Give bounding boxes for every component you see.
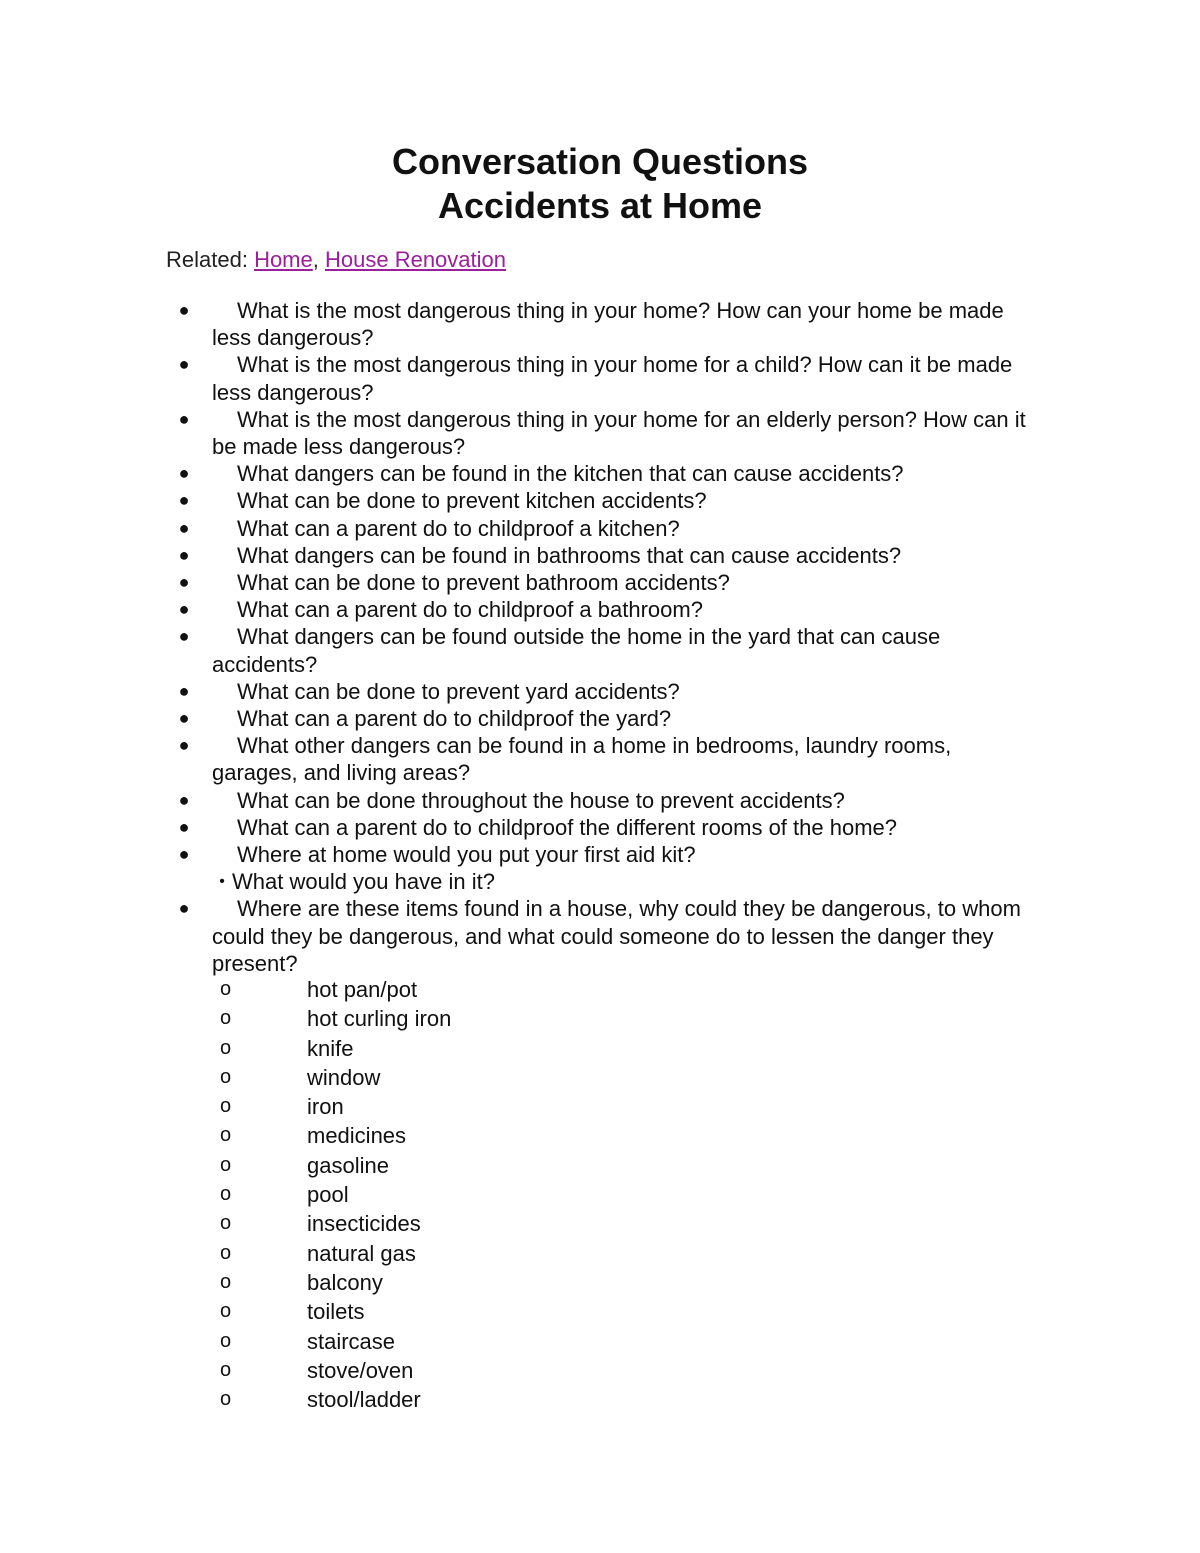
question-item bbox=[166, 732, 1036, 786]
item-text: stove/oven bbox=[307, 1357, 414, 1383]
question-item bbox=[166, 515, 1036, 542]
item-text: toilets bbox=[307, 1299, 365, 1325]
list-item bbox=[218, 975, 718, 1004]
question-text: What can be done throughout the house to prevent accidents? bbox=[237, 787, 845, 813]
list-item bbox=[218, 1209, 718, 1238]
question-text: Where at home would you put your first aid kit? bbox=[237, 842, 696, 868]
item-text: pool bbox=[307, 1182, 349, 1208]
circle-bullet-icon: o bbox=[220, 1300, 232, 1323]
question-text: What is the most dangerous thing in your home for a child? How can it be made less dangerous? bbox=[212, 352, 1013, 405]
bullet-icon: ● bbox=[178, 300, 190, 320]
item-text: gasoline bbox=[307, 1152, 389, 1178]
item-text: balcony bbox=[307, 1269, 383, 1295]
bullet-icon: ● bbox=[178, 680, 190, 701]
bullet-icon: ● bbox=[178, 735, 190, 756]
bullet-icon: ● bbox=[178, 626, 190, 647]
question-text: What dangers can be found outside the home in the yard that can cause accidents? bbox=[212, 624, 941, 677]
item-text: medicines bbox=[307, 1123, 407, 1149]
question-text: What is the most dangerous thing in your home for an elderly person? How can it be made less dangerous? bbox=[212, 406, 1026, 460]
question-item bbox=[166, 487, 1036, 514]
circle-bullet-icon: o bbox=[220, 1241, 232, 1264]
circle-bullet-icon: o bbox=[220, 1095, 232, 1118]
item-text: hot pan/pot bbox=[307, 977, 418, 1002]
related-link-home[interactable]: Home bbox=[254, 247, 313, 272]
question-text: What can a parent do to childproof the different rooms of the home? bbox=[237, 814, 897, 840]
bullet-icon: ● bbox=[178, 463, 190, 484]
sub-question-item bbox=[166, 868, 1036, 895]
list-item bbox=[218, 1327, 718, 1356]
question-item bbox=[166, 351, 1036, 405]
circle-bullet-icon: o bbox=[220, 1153, 232, 1176]
question-text: What dangers can be found in the kitchen that can cause accidents? bbox=[237, 461, 904, 487]
bullet-icon: ● bbox=[178, 816, 190, 837]
bullet-icon: ● bbox=[178, 572, 190, 593]
related-links bbox=[166, 246, 506, 274]
question-list bbox=[166, 297, 1036, 977]
question-text: What other dangers can be found in a home in bedrooms, laundry rooms, garages, and living areas? bbox=[212, 733, 952, 786]
item-text: knife bbox=[307, 1035, 354, 1061]
bullet-icon: ● bbox=[178, 408, 190, 429]
question-text: What can a parent do to childproof the yard? bbox=[237, 706, 672, 732]
question-item bbox=[166, 841, 1036, 868]
question-item bbox=[166, 297, 1036, 351]
sub-question-text: What would you have in it? bbox=[232, 869, 495, 895]
list-item bbox=[218, 1063, 718, 1092]
list-item bbox=[218, 1356, 718, 1385]
bullet-icon: ● bbox=[178, 599, 190, 620]
bullet-icon: ● bbox=[178, 544, 190, 565]
list-item bbox=[218, 1092, 718, 1121]
question-item bbox=[166, 623, 1036, 677]
circle-bullet-icon: o bbox=[220, 1065, 232, 1088]
question-text: What can a parent do to childproof a bathroom? bbox=[237, 597, 703, 623]
question-text: What can a parent do to childproof a kitchen? bbox=[237, 515, 680, 541]
circle-bullet-icon: o bbox=[220, 1358, 232, 1381]
list-item bbox=[218, 1385, 718, 1414]
circle-bullet-icon: o bbox=[220, 1329, 232, 1352]
bullet-icon: ● bbox=[178, 844, 190, 865]
circle-bullet-icon: o bbox=[220, 978, 232, 1000]
circle-bullet-icon: o bbox=[220, 1212, 232, 1235]
related-label: Related: bbox=[166, 247, 255, 272]
circle-bullet-icon: o bbox=[220, 1270, 232, 1293]
item-text: stool/ladder bbox=[307, 1387, 421, 1413]
circle-bullet-icon: o bbox=[220, 1183, 232, 1206]
question-text: What can be done to prevent bathroom accidents? bbox=[237, 570, 730, 596]
list-item bbox=[218, 1239, 718, 1268]
related-link-house-renovation[interactable]: House Renovation bbox=[324, 247, 506, 272]
item-text: window bbox=[307, 1064, 381, 1090]
question-item bbox=[166, 460, 1036, 487]
related-separator: , bbox=[312, 247, 325, 272]
circle-bullet-icon: o bbox=[220, 1124, 232, 1147]
question-text: What can be done to prevent kitchen accidents? bbox=[237, 488, 707, 514]
bullet-icon: ● bbox=[178, 708, 190, 729]
list-item bbox=[218, 1297, 718, 1326]
page-title bbox=[0, 140, 1200, 228]
bullet-icon: ● bbox=[178, 898, 190, 919]
items-list bbox=[218, 975, 718, 1414]
question-item bbox=[166, 678, 1036, 705]
title-line-1: Conversation Questions bbox=[391, 141, 809, 182]
question-text: What dangers can be found in bathrooms that can cause accidents? bbox=[237, 542, 902, 568]
list-item bbox=[218, 1268, 718, 1297]
bullet-icon: ● bbox=[178, 490, 190, 511]
circle-bullet-icon: o bbox=[220, 1036, 232, 1059]
item-text: hot curling iron bbox=[307, 1006, 452, 1032]
circle-bullet-icon: o bbox=[220, 1388, 232, 1411]
bullet-icon: ● bbox=[178, 517, 190, 538]
list-item bbox=[218, 1121, 718, 1150]
question-text: What is the most dangerous thing in your home? How can your home be made less dangerous? bbox=[212, 298, 1004, 351]
bullet-icon: ● bbox=[178, 354, 190, 375]
question-item bbox=[166, 787, 1036, 814]
small-bullet-icon: • bbox=[219, 873, 225, 891]
bullet-icon: ● bbox=[178, 789, 190, 810]
list-item bbox=[218, 1004, 718, 1033]
question-item bbox=[166, 596, 1036, 623]
item-text: insecticides bbox=[307, 1211, 421, 1237]
question-item bbox=[166, 542, 1036, 569]
item-text: staircase bbox=[307, 1328, 396, 1354]
question-item bbox=[166, 705, 1036, 732]
question-item bbox=[166, 406, 1036, 460]
item-text: iron bbox=[307, 1094, 344, 1120]
question-text: What can be done to prevent yard accidents? bbox=[237, 678, 680, 704]
title-line-2: Accidents at Home bbox=[437, 185, 763, 226]
item-text: natural gas bbox=[307, 1240, 416, 1266]
list-item bbox=[218, 1034, 718, 1063]
question-item bbox=[166, 814, 1036, 841]
question-item bbox=[166, 895, 1036, 977]
circle-bullet-icon: o bbox=[220, 1007, 232, 1030]
question-text: Where are these items found in a house, why could they be dangerous, to whom could they be dangerous, and what could someone do to lessen the danger they present? bbox=[212, 896, 1021, 976]
list-item bbox=[218, 1151, 718, 1180]
list-item bbox=[218, 1180, 718, 1209]
question-item bbox=[166, 569, 1036, 596]
